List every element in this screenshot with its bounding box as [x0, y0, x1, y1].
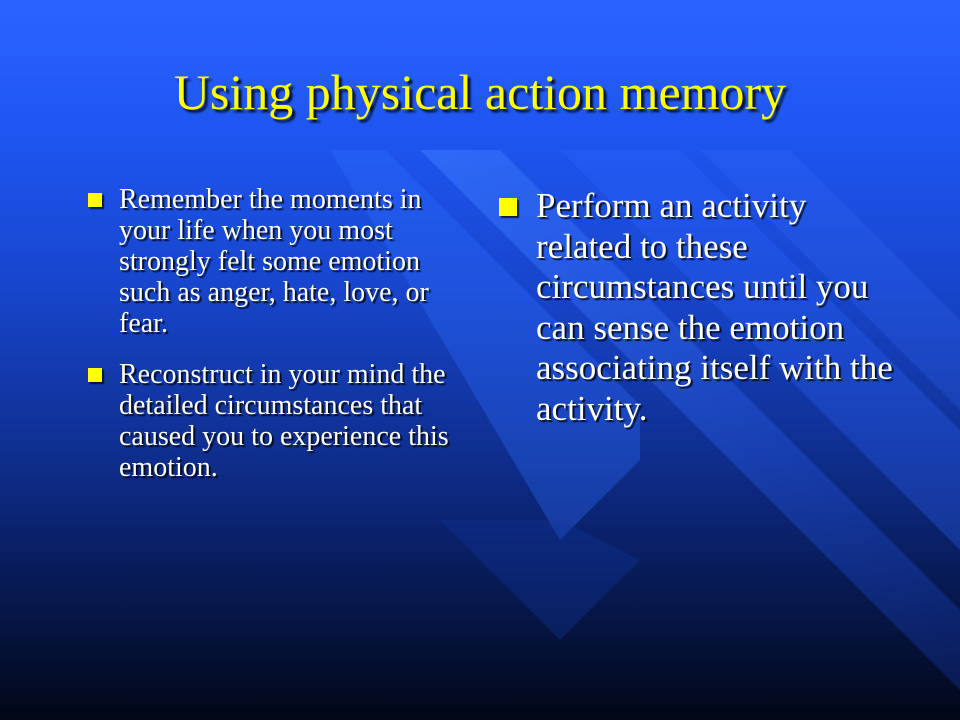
left-bullet-list [88, 184, 468, 503]
bullet-text: Reconstruct in your mind the detailed circumstances that caused you to experience this emotion. [119, 359, 449, 483]
list-item [88, 359, 468, 483]
right-bullet-list [499, 186, 899, 429]
bullet-text: Perform an activity related to these circumstances until you can sense the emotion associating itself with the activity. [536, 186, 893, 428]
list-item [499, 186, 899, 429]
list-item [88, 184, 468, 339]
square-bullet-icon [499, 198, 517, 216]
bullet-text: Remember the moments in your life when you most strongly felt some emotion such as anger, hate, love, or fear. [119, 184, 429, 339]
square-bullet-icon [88, 368, 102, 382]
square-bullet-icon [88, 193, 102, 207]
slide-title: Using physical action memory [173, 64, 787, 120]
